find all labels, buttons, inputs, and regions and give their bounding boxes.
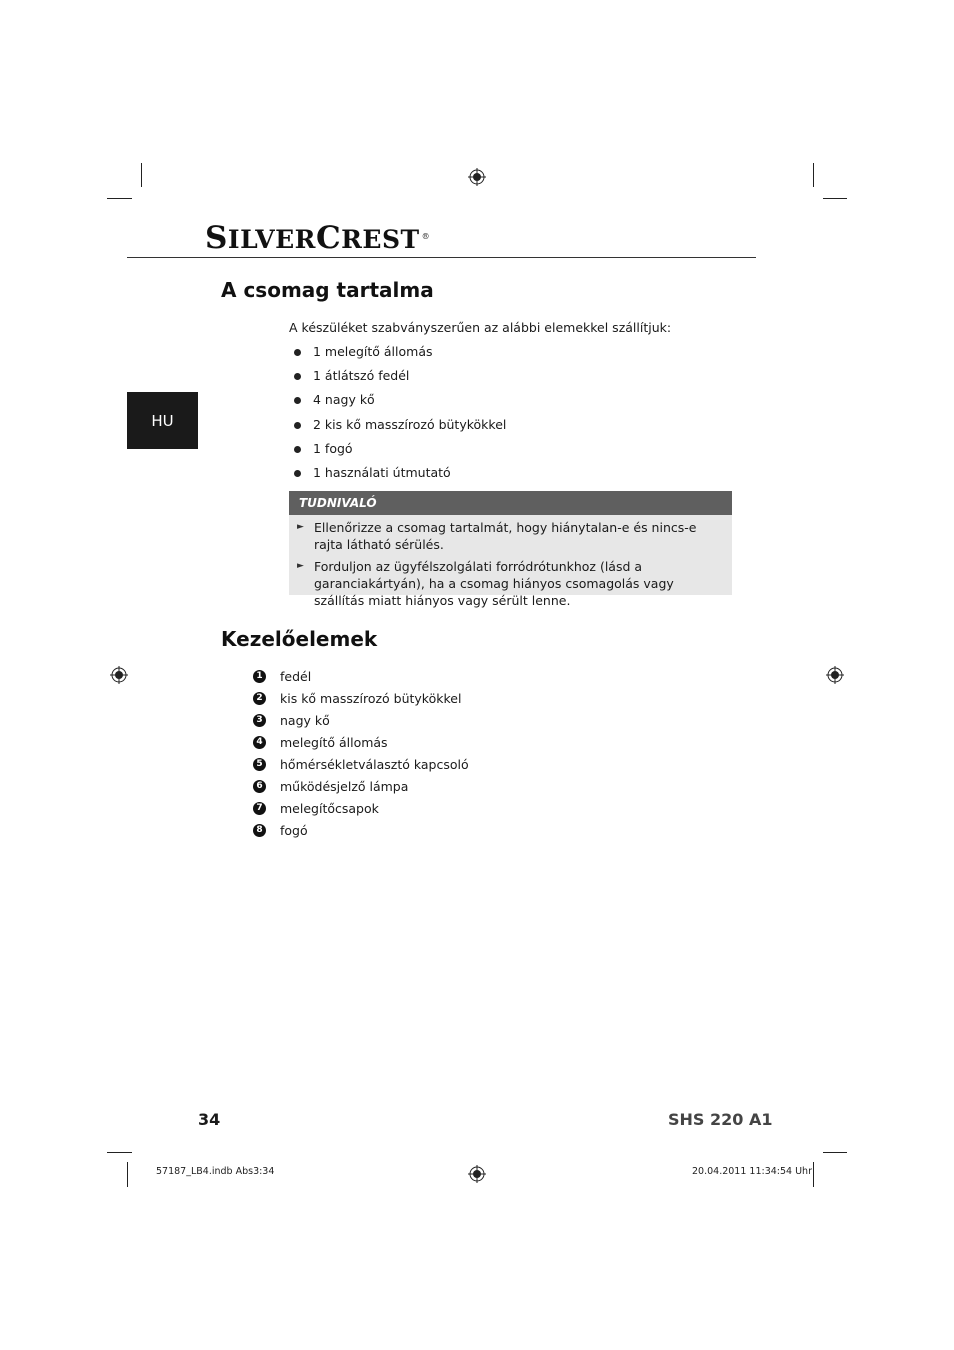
bullet-icon — [294, 422, 301, 429]
list-item-label: kis kő masszírozó bütykökkel — [280, 691, 462, 706]
section-title-controls: Kezelőelemek — [221, 627, 378, 651]
logo-letter: C — [315, 220, 342, 256]
logo-letter: S — [205, 220, 228, 256]
list-item — [294, 364, 506, 388]
crop-mark — [107, 198, 132, 199]
controls-list — [253, 666, 469, 842]
note-item — [297, 558, 727, 609]
file-info: 57187_LB4.indb Abs3:34 — [156, 1166, 275, 1177]
crop-mark — [141, 163, 142, 187]
crop-mark — [127, 1162, 128, 1187]
silvercrest-logo — [205, 220, 430, 256]
crop-mark — [823, 198, 847, 199]
crop-mark — [813, 1162, 814, 1187]
registered-mark: ® — [421, 231, 431, 241]
list-item — [253, 666, 469, 688]
list-item — [294, 413, 506, 437]
package-contents-list — [294, 340, 506, 485]
list-item — [253, 820, 469, 842]
list-item-label: 1 használati útmutató — [313, 464, 451, 480]
list-item — [253, 798, 469, 820]
list-item-label: fedél — [280, 669, 312, 684]
print-timestamp: 20.04.2011 11:34:54 Uhr — [692, 1166, 812, 1177]
list-item-label: 1 fogó — [313, 440, 353, 456]
number-badge-icon: 7 — [253, 802, 266, 815]
arrow-right-icon: ► — [297, 561, 304, 571]
registration-mark-icon — [826, 666, 844, 684]
registration-mark-icon — [110, 666, 128, 684]
bullet-icon — [294, 446, 301, 453]
list-item — [294, 437, 506, 461]
list-item-label: nagy kő — [280, 713, 330, 728]
number-badge-icon: 2 — [253, 692, 266, 705]
number-badge-icon: 5 — [253, 758, 266, 771]
logo-text: REST — [341, 225, 420, 254]
crop-mark — [823, 1152, 847, 1153]
list-item — [294, 340, 506, 364]
registration-mark-icon — [468, 168, 486, 186]
list-item-label: 4 nagy kő — [313, 392, 375, 408]
page-number: 34 — [198, 1110, 221, 1129]
bullet-icon — [294, 470, 301, 477]
bullet-icon — [294, 373, 301, 380]
list-item-label: működésjelző lámpa — [280, 779, 409, 794]
list-item-label: melegítő állomás — [280, 735, 388, 750]
language-tab: HU — [127, 392, 198, 449]
logo-text: ILVER — [227, 225, 316, 254]
number-badge-icon: 1 — [253, 670, 266, 683]
list-item — [253, 710, 469, 732]
list-item-label: 1 átlátszó fedél — [313, 368, 410, 384]
number-badge-icon: 4 — [253, 736, 266, 749]
list-item-label: hőmérsékletválasztó kapcsoló — [280, 757, 469, 772]
note-item-text: Ellenőrizze a csomag tartalmát, hogy hiánytalan-e és nincs-e rajta látható sérülés. — [314, 520, 697, 552]
note-item — [297, 519, 727, 553]
arrow-right-icon: ► — [297, 522, 304, 532]
number-badge-icon: 3 — [253, 714, 266, 727]
list-item-label: 1 melegítő állomás — [313, 344, 433, 359]
list-item — [253, 688, 469, 710]
list-item — [294, 461, 506, 485]
bullet-icon — [294, 349, 301, 356]
note-box — [289, 491, 732, 608]
registration-mark-icon — [468, 1165, 486, 1183]
list-item-label: fogó — [280, 823, 308, 838]
crop-mark — [107, 1152, 132, 1153]
note-heading: TUDNIVALÓ — [289, 491, 732, 515]
list-item-label: melegítőcsapok — [280, 801, 379, 816]
header-divider — [127, 257, 756, 258]
list-item — [253, 754, 469, 776]
package-intro-text: A készüléket szabványszerűen az alábbi elemekkel szállítjuk: — [289, 320, 672, 335]
number-badge-icon: 8 — [253, 824, 266, 837]
list-item-label: 2 kis kő masszírozó bütykökkel — [313, 416, 507, 432]
crop-mark — [813, 163, 814, 187]
list-item — [253, 776, 469, 798]
number-badge-icon: 6 — [253, 780, 266, 793]
list-item — [253, 732, 469, 754]
bullet-icon — [294, 397, 301, 404]
note-item-text: Forduljon az ügyfélszolgálati forródrótunkhoz (lásd a garanciakártyán), ha a csomag hiányos csomagolás vagy szállítás miatt hiányos vagy sérült lenne. — [314, 559, 674, 608]
section-title-package-contents: A csomag tartalma — [221, 278, 434, 302]
list-item — [294, 388, 506, 412]
model-number: SHS 220 A1 — [668, 1110, 773, 1129]
